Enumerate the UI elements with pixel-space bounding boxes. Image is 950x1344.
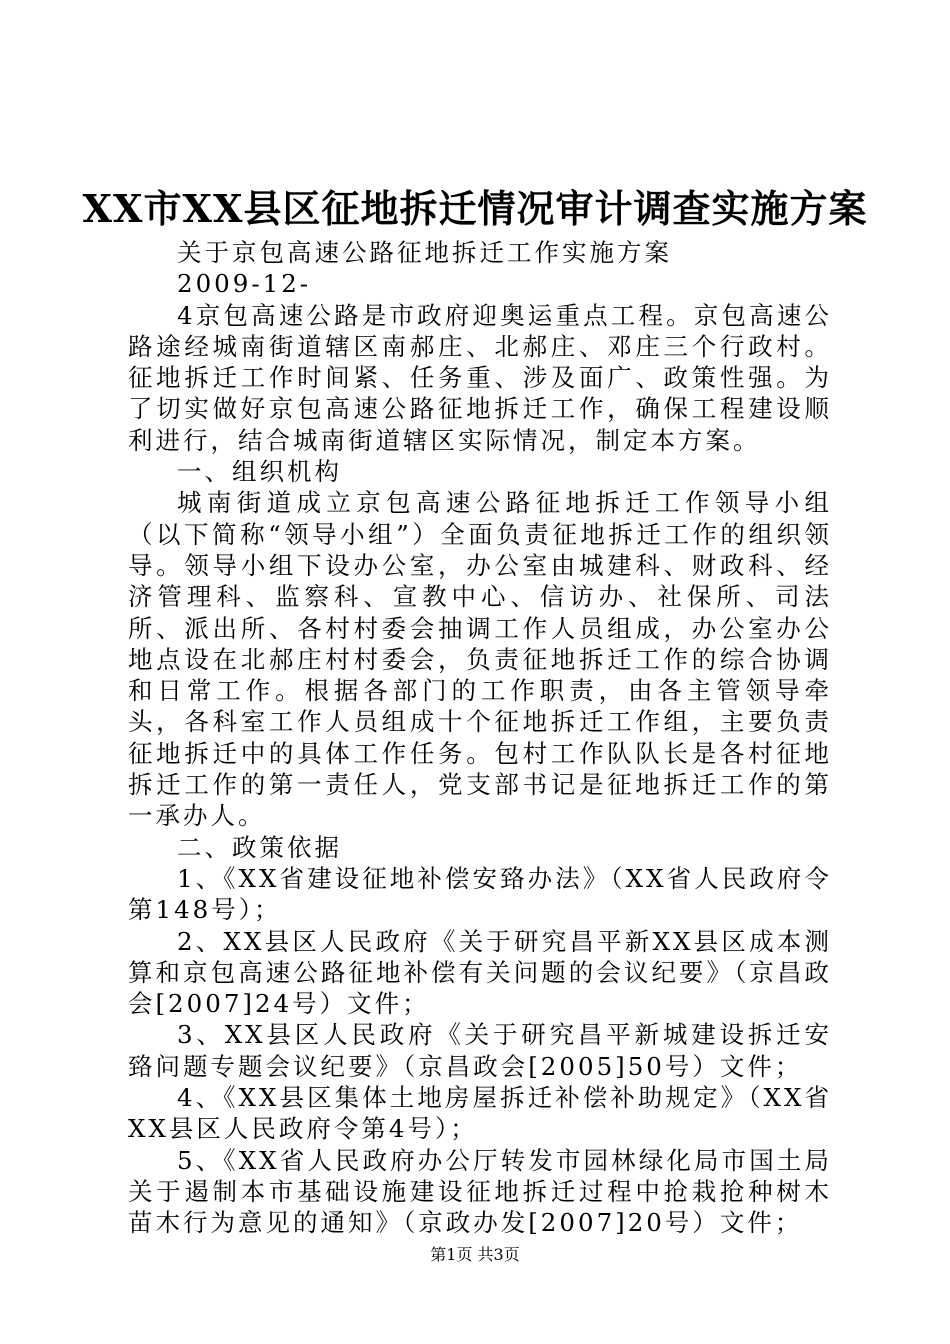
document-title: XX市XX县区征地拆迁情况审计调查实施方案: [82, 186, 868, 231]
intro-paragraph: 4京包高速公路是市政府迎奥运重点工程。京包高速公路途经城南街道辖区南郝庄、北郝庄、邓庄三个行政村。征地拆迁工作时间紧、任务重、涉及面广、政策性强。为了切实做好京包高速公路征地拆迁工作，确保工程建设顺利进行，结合城南街道辖区实际情况，制定本方案。: [128, 300, 832, 455]
page-number-footer: 第1页 共3页: [430, 1245, 520, 1264]
policy-item-4: 4、《XX县区集体土地房屋拆迁补偿补助规定》（XX省XX县区人民政府令第4号）；: [128, 1083, 832, 1144]
policy-item-1: 1、《XX省建设征地补偿安臵办法》（XX省人民政府令第148号）；: [128, 863, 832, 925]
policy-item-2: 2、XX县区人民政府《关于研究昌平新XX县区成本测算和京包高速公路征地补偿有关问题的会议纪要》（京昌政会[2007]24号）文件；: [128, 926, 832, 1019]
section-heading-policy: 二、政策依据: [177, 832, 342, 862]
organization-paragraph: 城南街道成立京包高速公路征地拆迁工作领导小组（以下简称“领导小组”）全面负责征地拆迁工作的组织领导。领导小组下设办公室，办公室由城建科、财政科、经济管理科、监察科、宣教中心、信访办、社保所、司法所、派出所、各村村委会抽调工作人员组成，办公室办公地点设在北郝庄村村委会，负责征地拆迁工作的综合协调和日常工作。根据各部门的工作职责，由各主管领导牵头，各科室工作人员组成十个征地拆迁工作组，主要负责征地拆迁中的具体工作任务。包村工作队队长是各村征地拆迁工作的第一责任人，党支部书记是征地拆迁工作的第一承办人。: [128, 488, 832, 831]
policy-item-5: 5、《XX省人民政府办公厅转发市园林绿化局市国土局关于遏制本市基础设施建设征地拆迁过程中抢栽抢种树木苗木行为意见的通知》（京政办发[2007]20号）文件；: [128, 1145, 832, 1238]
document-body: [128, 237, 832, 1239]
subtitle-paragraph: 关于京包高速公路征地拆迁工作实施方案: [177, 238, 672, 267]
section-heading-organization: 一、组织机构: [177, 457, 342, 487]
policy-item-3: 3、XX县区人民政府《关于研究昌平新城建设拆迁安臵问题专题会议纪要》（京昌政会[2005]50号）文件；: [128, 1020, 832, 1081]
date-paragraph: 2009-12-: [177, 269, 312, 299]
